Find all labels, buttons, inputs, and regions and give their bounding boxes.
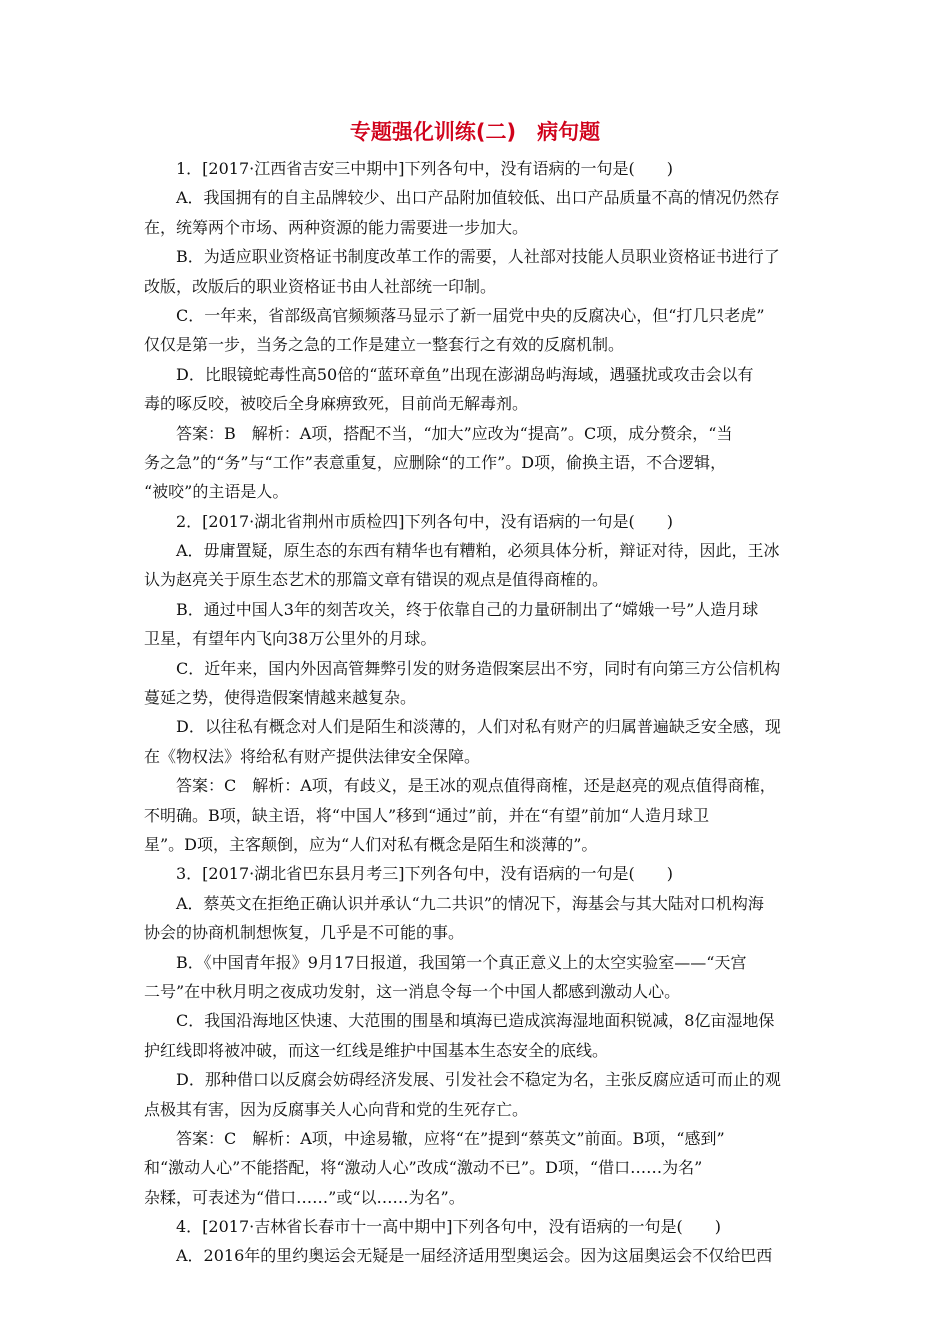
text-line: 在《物权法》将给私有财产提供法律安全保障。 — [144, 746, 481, 766]
text-line: 和“激动人心”不能搭配，将“激动人心”改成“激动不已”。D项，“借口……为名” — [144, 1158, 703, 1178]
text-line: B．通过中国人3年的刻苦攻关，终于依靠自己的力量研制出了“嫦娥一号”人造月球 — [176, 599, 759, 619]
document-body — [144, 154, 812, 1271]
text-line: 4．[2017·吉林省长春市十一高中期中]下列各句中，没有语病的一句是( ) — [176, 1217, 721, 1237]
text-line: 星”。D项，主客颠倒，应为“人们对私有概念是陌生和淡薄的”。 — [144, 834, 598, 854]
text-line: 答案：C 解析：A项，有歧义，是王冰的观点值得商榷，还是赵亮的观点值得商榷， — [176, 776, 776, 796]
text-line: D．比眼镜蛇毒性高50倍的“蓝环章鱼”出现在澎湖岛屿海域，遇骚扰或攻击会以有 — [176, 364, 754, 384]
text-line: 仅仅是第一步，当务之急的工作是建立一整套行之有效的反腐机制。 — [144, 335, 625, 355]
text-line: 2．[2017·湖北省荆州市质检四]下列各句中，没有语病的一句是( ) — [176, 511, 673, 531]
text-line: D．那种借口以反腐会妨碍经济发展、引发社会不稳定为名，主张反腐应适可而止的观 — [176, 1070, 781, 1090]
text-line: 答案：C 解析：A项，中途易辙，应将“在”提到“蔡英文”前面。B项，“感到” — [176, 1128, 725, 1148]
text-line: 护红线即将被冲破，而这一红线是维护中国基本生态安全的底线。 — [144, 1040, 609, 1060]
text-line: C．近年来，国内外因高管舞弊引发的财务造假案层出不穷，同时有向第三方公信机构 — [176, 658, 781, 678]
text-line: 蔓延之势，使得造假案情越来越复杂。 — [144, 688, 417, 708]
text-line: 毒的啄反咬，被咬后全身麻痹致死，目前尚无解毒剂。 — [144, 394, 529, 414]
text-line: B．《中国青年报》9月17日报道，我国第一个真正意义上的太空实验室——“天宫 — [176, 952, 747, 972]
text-line: B．为适应职业资格证书制度改革工作的需要，人社部对技能人员职业资格证书进行了 — [176, 247, 780, 267]
text-line: 杂糅，可表述为“借口……”或“以……为名”。 — [144, 1187, 465, 1207]
text-line: 3．[2017·湖北省巴东县月考三]下列各句中，没有语病的一句是( ) — [176, 864, 673, 884]
text-line: A．2016年的里约奥运会无疑是一届经济适用型奥运会。因为这届奥运会不仅给巴西 — [176, 1246, 773, 1266]
text-line: 1．[2017·江西省吉安三中期中]下列各句中，没有语病的一句是( ) — [176, 159, 673, 178]
text-line: 点极其有害，因为反腐事关人心向背和党的生死存亡。 — [144, 1099, 529, 1119]
text-line: 不明确。B项，缺主语，将“中国人”移到“通过”前，并在“有望”前加“人造月球卫 — [144, 805, 710, 825]
text-line: 改版，改版后的职业资格证书由人社部统一印制。 — [144, 276, 497, 296]
text-line: 二号”在中秋月明之夜成功发射，这一消息令每一个中国人都感到激动人心。 — [144, 981, 681, 1001]
text-line: A．蔡英文在拒绝正确认识并承认“九二共识”的情况下，海基会与其大陆对口机构海 — [176, 893, 764, 913]
text-line: 在，统筹两个市场、两种资源的能力需要进一步加大。 — [144, 217, 529, 237]
text-line: 答案：B 解析：A项，搭配不当，“加大”应改为“提高”。C项，成分赘余，“当 — [176, 423, 733, 443]
text-line: “被咬”的主语是人。 — [144, 482, 289, 502]
text-line: 认为赵亮关于原生态艺术的那篇文章有错误的观点是值得商榷的。 — [144, 570, 609, 590]
text-line: A．我国拥有的自主品牌较少、出口产品附加值较低、出口产品质量不高的情况仍然存 — [176, 188, 780, 208]
text-line: C．一年来，省部级高官频频落马显示了新一届党中央的反腐决心，但“打几只老虎” — [176, 305, 765, 325]
text-line: 务之急”的“务”与“工作”表意重复，应删除“的工作”。D项，偷换主语，不合逻辑， — [144, 452, 727, 472]
text-line: 卫星，有望年内飞向38万公里外的月球。 — [144, 629, 437, 649]
page-title: 专题强化训练(二) 病句题 — [349, 120, 601, 144]
text-line: 协会的协商机制想恢复，几乎是不可能的事。 — [144, 923, 465, 943]
text-line: A．毋庸置疑，原生态的东西有精华也有糟粕，必须具体分析，辩证对待，因此，王冰 — [176, 541, 780, 561]
text-line: C．我国沿海地区快速、大范围的围垦和填海已造成滨海湿地面积锐减，8亿亩湿地保 — [176, 1011, 775, 1031]
text-line: D．以往私有概念对人们是陌生和淡薄的，人们对私有财产的归属普遍缺乏安全感，现 — [176, 717, 781, 737]
